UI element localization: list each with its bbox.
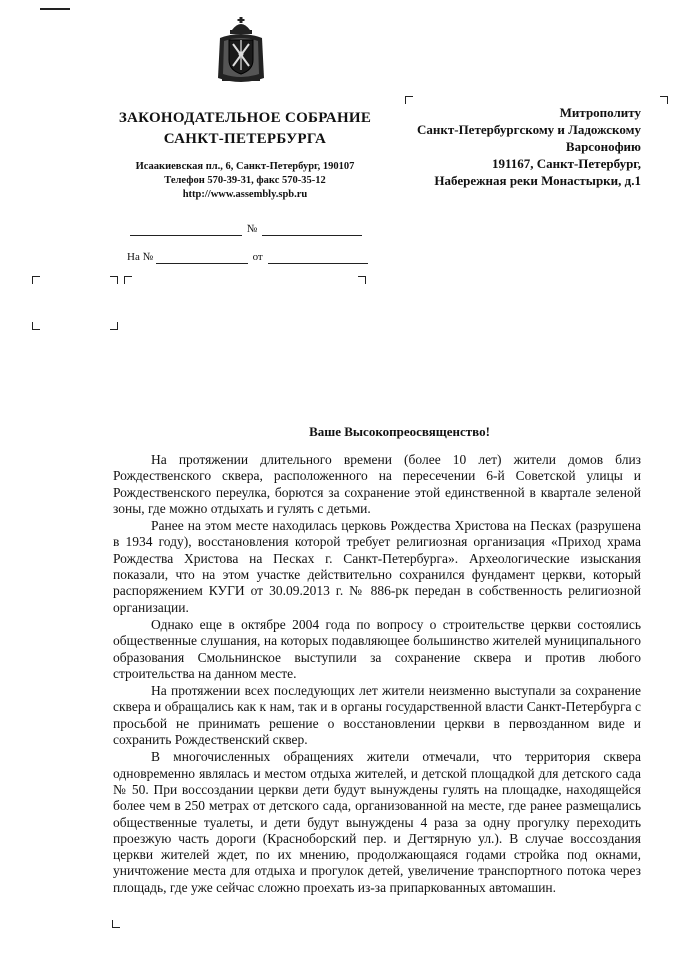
corner-mark (112, 920, 120, 928)
date-blank (130, 223, 242, 236)
reference-from: от (252, 251, 263, 263)
corner-mark (110, 276, 118, 284)
body-paragraph: Ранее на этом месте находилась церковь Рождества Христова на Песках (разрушена в 1934 году), восстановления которой требует религиозная организация «Приход храма Рождества Христова на Песках г. Санкт-Петербурга». Археологические изыскания показали, что на этом участке действительно сохранился фундамент церкви, который распоряжением КУГИ от 30.09.2013 г. № 886-рк передан в собственность религиозной организации. (113, 518, 641, 615)
org-name-line2: САНКТ-ПЕТЕРБУРГА (163, 131, 327, 147)
addressee-title: Митрополиту (559, 105, 641, 120)
addressee-diocese: Санкт-Петербургскому и Ладожскому (416, 122, 641, 137)
salutation: Ваше Высокопреосвященство! (309, 424, 490, 439)
number-blank (262, 223, 362, 236)
reference-prefix: На № (127, 251, 154, 263)
corner-mark (110, 322, 118, 330)
reference-number-blank (156, 251, 248, 264)
addressee-name: Варсонофию (565, 139, 641, 154)
organization-name (100, 108, 390, 150)
corner-mark (32, 322, 40, 330)
corner-mark (358, 276, 366, 284)
scan-artifact-line (40, 8, 70, 10)
outgoing-number-row (130, 222, 362, 236)
org-name-line1: ЗАКОНОДАТЕЛЬНОЕ СОБРАНИЕ (118, 110, 372, 126)
reference-date-blank (268, 251, 368, 264)
organization-contacts (100, 160, 390, 202)
body-paragraph: В многочисленных обращениях жители отмечали, что территория сквера одновременно являлась и местом отдыха жителей, и детской площадкой для детского сада № 50. При воссоздании церкви дети будут вынуждены гулять на площадке, находящейся более чем в 250 метрах от детского сада, организованной на месте, где ранее размещались общественные туалеты, и дети будут вынуждены 4 раза за одну прогулку переходить проезжую часть дороги (Красноборский пер. и Дегтярную ул.). В случае воссоздания церкви жителей ждет, по их мнению, продолжающаяся годами стройка под окнами, уничтожение места для отдыха и прогулок детей, увеличение транспортного потока через площадь, где уже сейчас сложно проехать из-за припаркованных автомашин. (113, 749, 641, 895)
corner-mark (124, 276, 132, 284)
letter-body (113, 452, 641, 897)
addressee-block (371, 104, 641, 189)
reference-row (127, 250, 368, 264)
org-website: http://www.assembly.spb.ru (182, 189, 308, 200)
body-paragraph: На протяжении длительного времени (более 10 лет) жители домов близ Рождественского сквера, расположенного на пересечении 6-й Советской улицы и Рождественского переулка, борются за сохранение этой единственной в квартале зеленой зоны, где можно отдыхать и гулять с детьми. (113, 452, 641, 516)
org-address: Исаакиевская пл., 6, Санкт-Петербург, 190107 (135, 161, 355, 172)
corner-mark (32, 276, 40, 284)
body-paragraph: Однако еще в октябре 2004 года по вопросу о строительстве церкви состоялись общественные слушания, на которых подавляющее большинство жителей муниципального образования Смольнинское выступили за сохранение сквера и против любого строительства на данном месте. (113, 616, 641, 681)
org-phone: Телефон 570-39-31, факс 570-35-12 (164, 175, 326, 186)
body-paragraph: На протяжении всех последующих лет жители неизменно выступали за сохранение сквера и обращались как к нам, так и в органы государственной власти Санкт-Петербурга с просьбой не принимать решение о восстановлении церкви в первозданном виде и сохранить Рождественский сквер. (113, 683, 641, 748)
st-petersburg-coat-of-arms-icon (214, 16, 268, 84)
addressee-street: Набережная реки Монастырки, д.1 (434, 173, 641, 188)
corner-mark (660, 96, 668, 104)
number-sign: № (246, 223, 258, 235)
addressee-city: 191167, Санкт-Петербург, (491, 156, 641, 171)
corner-mark (405, 96, 413, 104)
